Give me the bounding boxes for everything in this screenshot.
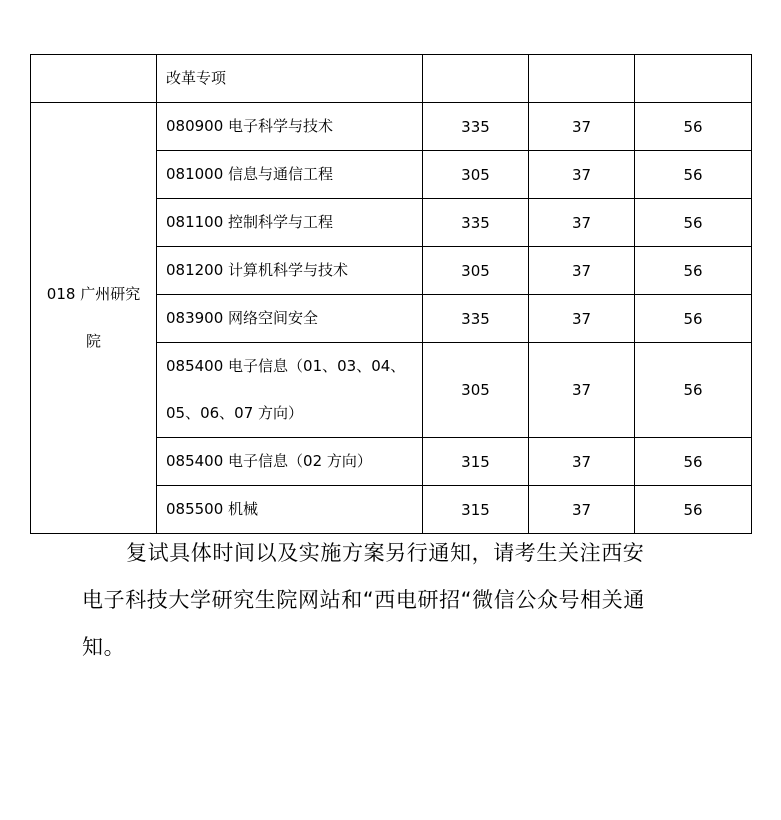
total-score-cell: 335 (423, 295, 529, 343)
total-score-cell: 305 (423, 343, 529, 438)
total-score-cell: 335 (423, 103, 529, 151)
notice-line (82, 530, 712, 577)
notice-paragraph (82, 530, 712, 671)
major-cell: 改革专项 (157, 55, 423, 103)
single-score-cell: 56 (635, 151, 752, 199)
total-score-cell (423, 55, 529, 103)
college-name-line: 院 (85, 332, 101, 350)
major-cell: 083900 网络空间安全 (157, 295, 423, 343)
score-table (30, 54, 752, 534)
single-score-cell: 37 (529, 103, 635, 151)
table-row (31, 103, 752, 151)
single-score-cell: 56 (635, 343, 752, 438)
total-score-cell: 315 (423, 486, 529, 534)
major-cell: 085400 电子信息（02 方向） (157, 438, 423, 486)
single-score-cell: 56 (635, 438, 752, 486)
single-score-cell: 56 (635, 199, 752, 247)
single-score-cell: 56 (635, 486, 752, 534)
single-score-cell: 37 (529, 151, 635, 199)
total-score-cell: 315 (423, 438, 529, 486)
total-score-cell: 305 (423, 247, 529, 295)
single-score-cell: 37 (529, 199, 635, 247)
major-cell: 085500 机械 (157, 486, 423, 534)
single-score-cell: 37 (529, 343, 635, 438)
major-cell (157, 343, 423, 438)
single-score-cell: 37 (529, 438, 635, 486)
notice-line-text: 复试具体时间以及实施方案另行通知，请考生关注西安 (126, 541, 645, 565)
single-score-cell: 56 (635, 247, 752, 295)
college-cell (31, 103, 157, 534)
single-score-cell (529, 55, 635, 103)
total-score-cell: 335 (423, 199, 529, 247)
major-cell: 081200 计算机科学与技术 (157, 247, 423, 295)
college-name-line: 018 广州研究 (46, 285, 141, 303)
single-score-cell: 37 (529, 486, 635, 534)
major-line: 05、06、07 方向） (166, 404, 304, 422)
total-score-cell: 305 (423, 151, 529, 199)
single-score-cell (635, 55, 752, 103)
college-cell-empty (31, 55, 157, 103)
single-score-cell: 56 (635, 103, 752, 151)
single-score-cell: 37 (529, 247, 635, 295)
notice-line: 知。 (82, 635, 126, 659)
single-score-cell: 56 (635, 295, 752, 343)
major-cell: 080900 电子科学与技术 (157, 103, 423, 151)
major-cell: 081100 控制科学与工程 (157, 199, 423, 247)
notice-line: 电子科技大学研究生院网站和“西电研招“微信公众号相关通 (82, 588, 645, 612)
major-line: 085400 电子信息（01、03、04、 (166, 357, 406, 375)
table-row (31, 55, 752, 103)
single-score-cell: 37 (529, 295, 635, 343)
major-cell: 081000 信息与通信工程 (157, 151, 423, 199)
